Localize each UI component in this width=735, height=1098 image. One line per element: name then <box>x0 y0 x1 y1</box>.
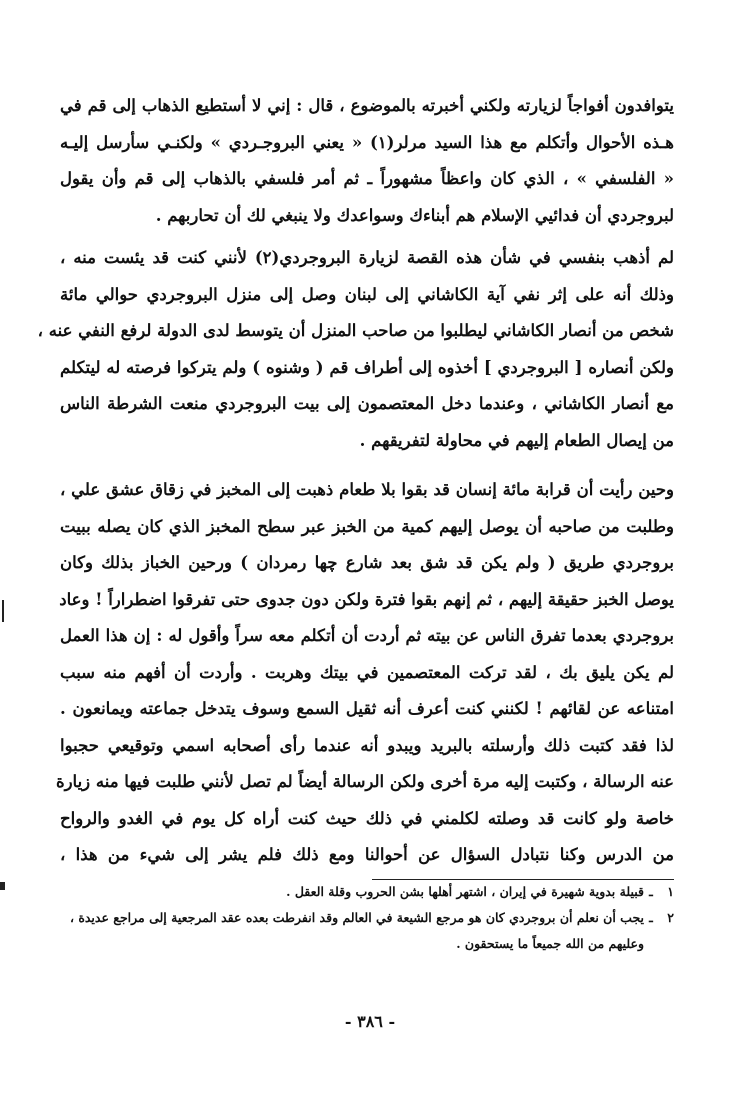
footnote-dash: ـ <box>649 884 653 899</box>
text-line: مع أنصار الكاشاني ، وعندما دخل المعتصمون إلى بيت البروجردي منعت الشرطة الناس <box>60 394 674 413</box>
page-number: - ٣٨٦ - <box>344 1012 396 1031</box>
footnote-text: قبيلة بدوية شهيرة في إيران ، اشتهر أهلها بشن الحروب وقلة العقل . <box>286 884 644 899</box>
text-line: وطلبت من صاحبه أن يوصل إليهم كمية من الخبز عبر سطح المخبز الذي كان يصله ببيت <box>60 516 674 536</box>
text-line: عنه الرسالة ، وكتبت إليه مرة أخرى ولكن الرسالة أيضاً لم تصل لأنني طلبت فيها منه زيارة <box>55 772 674 791</box>
text-line: امتناعه عن لقائهم ! لكنني كنت أعرف أنه ثقيل السمع وسوف يتدخل جماعته ويمانعون . <box>60 699 674 718</box>
footnote-dash: ـ <box>649 910 653 925</box>
footnote-number: ١ <box>667 884 674 899</box>
footnote-text: يجب أن نعلم أن بروجردي كان هو مرجع الشيعة في العالم وقد انفرطت بعده عقد المرجعية إلى مراجع عديدة ، <box>69 910 644 925</box>
text-line: خاصة ولو كانت قد وصلته لكلمني في ذلك حيث كنت أراه كل يوم في الغدو والرواح <box>60 808 674 828</box>
paragraph-3 <box>55 472 674 874</box>
text-line: وحين رأيت أن قرابة مائة إنسان قد بقوا بلا طعام ذهبت إلى المخبز في زقاق عشق علي ، <box>60 480 674 499</box>
text-line: ولكن أنصاره [ البروجردي ] أخذوه إلى أطراف قم ( وشنوه ) ولم يتركوا فرصته له ليتكلم <box>60 357 674 377</box>
text-line: لم يكن يليق بك ، لقد تركت المعتصمين في بيتك وهربت . وأردت أن أفهم منه سبب <box>60 662 674 682</box>
text-line: بروجردي طريق ( ولم يكن قد شق بعد شارع چها رمردان ) ورحين الخباز بذلك وكان <box>60 553 674 572</box>
text-line: بروجردي بعدما تفرق الناس عن بيته ثم أردت أن أتكلم معه سراً وأقول له : إن هذا العمل <box>60 626 674 645</box>
paragraph-1 <box>60 88 674 234</box>
scan-margin-mark <box>2 600 4 622</box>
text-line: يوصل الخبز حقيقة إليهم ، ثم إنهم بقوا فترة ولكن دون جدوى حتى تفرقوا اضطراراً ! وعاد <box>59 589 674 609</box>
paragraph-2 <box>37 240 674 459</box>
text-line: يتوافدون أفواجاً لزيارته ولكني أخبرته بالموضوع ، قال : إني لا أستطيع الذهاب إلى قم في <box>60 96 674 115</box>
text-line: لذا فقد كتبت ذلك وأرسلته بالبريد ويبدو أنه عندما رأى أصحابه اسمي وتوقيعي حجبوا <box>60 735 674 755</box>
text-line: من إيصال الطعام إليهم في محاولة لتفريقهم . <box>359 430 674 450</box>
text-line: شخص من أنصار الكاشاني ليطلبوا من صاحب المنزل أن يتوسط لدى الدولة لرفع النفي عنه ، <box>37 321 674 340</box>
footnote-1 <box>60 884 674 899</box>
footnote-2 <box>60 910 674 925</box>
text-line: « الفلسفي » ، الذي كان واعظاً مشهوراً ـ ثم أمر فلسفي بالذهاب إلى قم وأن يقول <box>60 169 674 188</box>
text-line: من الدرس وكنا نتبادل السؤال عن أحوالنا ومع ذلك فلم يشر إلى شيء من هذا ، <box>60 845 674 864</box>
scan-margin-mark <box>0 882 5 890</box>
footnote-separator <box>372 879 674 880</box>
text-line: هـذه الأحوال وأتكلم مع هذا السيد مرلر(١) « يعني البروجـردي » ولكنـي سأرسل إليـه <box>60 132 675 152</box>
text-line: لبروجردي أن فدائيي الإسلام هم أبناءك وسواعدك ولا ينبغي لك أن تحاربهم . <box>155 205 674 225</box>
footnote-2-continuation: وعليهم من الله جميعاً ما يستحقون . <box>456 936 644 951</box>
text-line: وذلك أنه على إثر نفي آية الكاشاني إلى لبنان وصل إلى منزل البروجردي حوالي مائة <box>60 284 674 304</box>
footnote-number: ٢ <box>667 910 674 925</box>
text-line: لم أذهب بنفسي في شأن هذه القصة لزيارة البروجردي(٢) لأنني كنت قد يئست منه ، <box>60 248 674 267</box>
